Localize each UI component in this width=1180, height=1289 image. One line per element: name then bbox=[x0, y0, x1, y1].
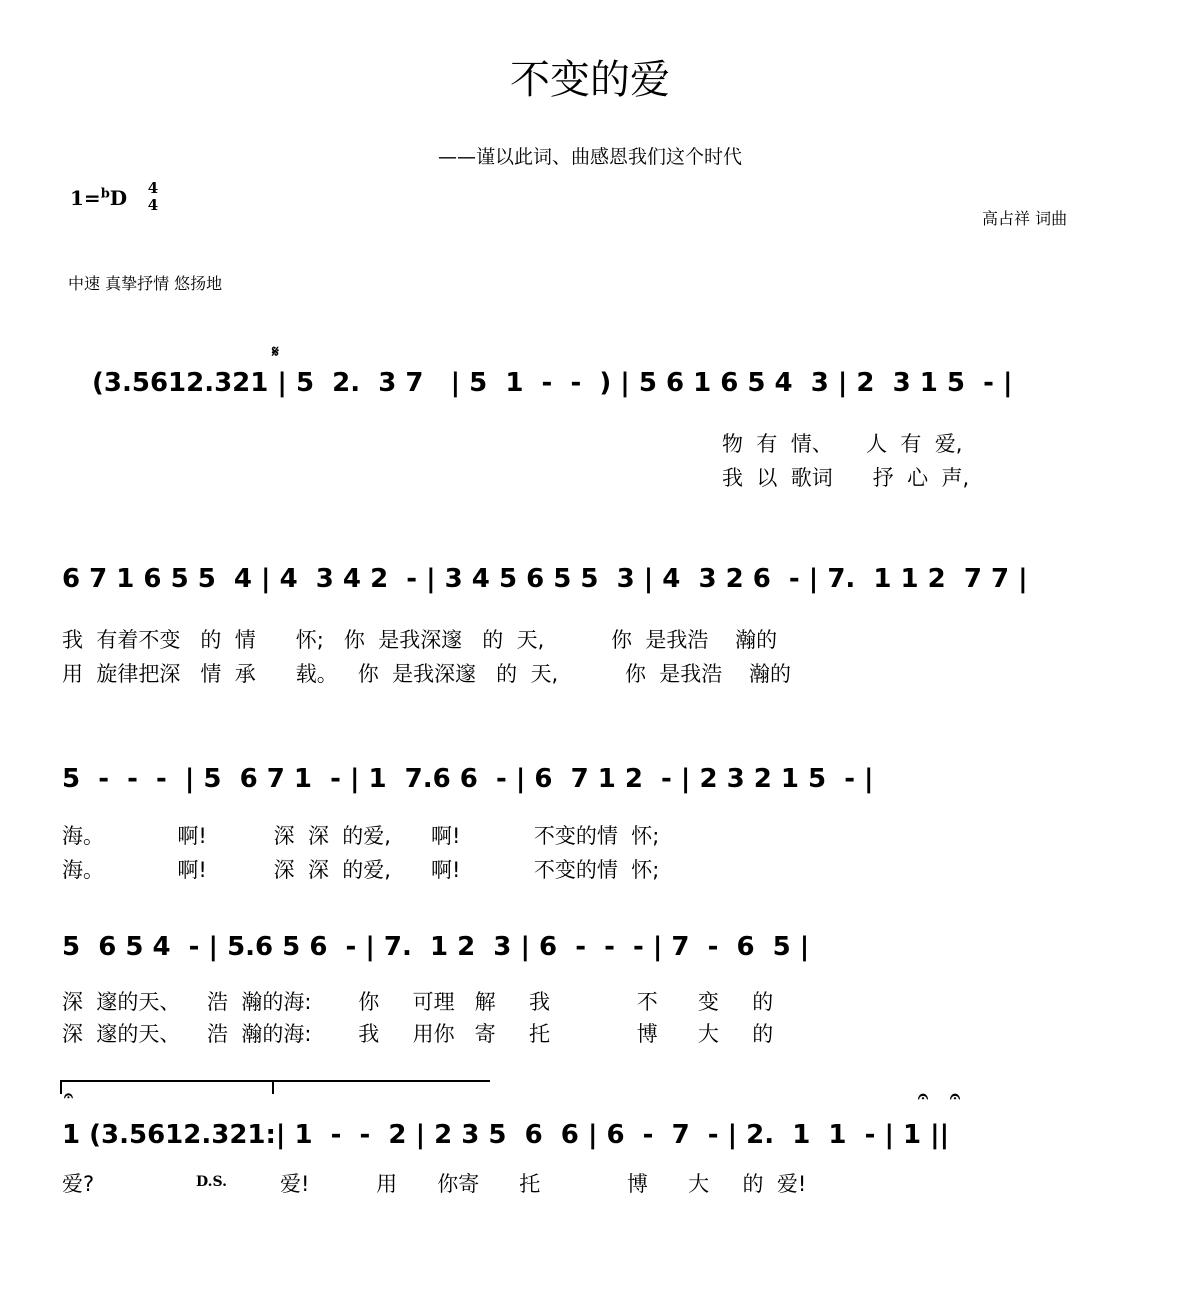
lyrics-line-4-verse-2: 深 邃的天、 浩 瀚的海: 我 用你 寄 托 博 大 的 bbox=[62, 1022, 774, 1046]
score-line-1 bbox=[0, 342, 1180, 500]
tempo-marking: 中速 真挚抒情 悠扬地 bbox=[68, 274, 223, 293]
lyrics-line-5-start: 爱? bbox=[62, 1172, 95, 1196]
notes-line-2: 6 7 1 6 5 5 4 | 4 3 4 2 - | 3 4 5 6 5 5 3 | 4 3 2 6 - | 7. 1 1 2 7 7 | bbox=[62, 564, 1028, 594]
lyrics-line-1-verse-1: 物 有 情、 人 有 爱, bbox=[722, 432, 963, 456]
volta-bracket-2 bbox=[272, 1080, 490, 1082]
volta-bracket-2-end bbox=[272, 1080, 274, 1094]
key-main: 1= bbox=[70, 186, 101, 210]
lyrics-line-3-verse-1: 海。 啊! 深 深 的爱, 啊! 不变的情 怀; bbox=[62, 824, 660, 848]
key-signature bbox=[70, 186, 127, 210]
score-line-2 bbox=[0, 548, 1180, 698]
lyrics-line-3-verse-2: 海。 啊! 深 深 的爱, 啊! 不变的情 怀; bbox=[62, 858, 660, 882]
notes-line-5: 1 (3.5612.321:| 1 - - 2 | 2 3 5 6 6 | 6 - 7 - | 2. 1 1 - | 1 || bbox=[62, 1120, 950, 1150]
author-credit: 高占祥 词曲 bbox=[982, 209, 1068, 228]
time-sig-beats: 4 bbox=[147, 179, 159, 197]
fermata-sign-2: 𝄐 bbox=[918, 1086, 929, 1107]
flat-sign: b bbox=[100, 186, 110, 202]
time-signature bbox=[146, 180, 160, 214]
lyrics-line-5-end: 爱! 用 你寄 托 博 大 的 爱! bbox=[280, 1172, 807, 1196]
fermata-sign-3: 𝄐 bbox=[950, 1086, 961, 1107]
segno-sign: 𝄋 bbox=[272, 342, 279, 361]
lyrics-line-4-verse-1: 深 邃的天、 浩 瀚的海: 你 可理 解 我 不 变 的 bbox=[62, 990, 774, 1014]
lyrics-line-2-verse-1: 我 有着不变 的 情 怀; 你 是我深邃 的 天, 你 是我浩 瀚的 bbox=[62, 628, 778, 652]
lyrics-line-1-verse-2: 我 以 歌词 抒 心 声, bbox=[722, 466, 970, 490]
notes-line-3: 5 - - - | 5 6 7 1 - | 1 7.6 6 - | 6 7 1 2 - | 2 3 2 1 5 - | bbox=[62, 764, 874, 794]
song-subtitle: ——谨以此词、曲感恩我们这个时代 bbox=[437, 146, 742, 168]
notes-line-4: 5 6 5 4 - | 5.6 5 6 - | 7. 1 2 3 | 6 - - - | 7 - 6 5 | bbox=[62, 932, 810, 962]
score-line-3 bbox=[0, 748, 1180, 898]
volta-bracket-1-end bbox=[60, 1080, 62, 1094]
key-note: D bbox=[109, 186, 128, 210]
volta-bracket-1 bbox=[60, 1080, 272, 1082]
score-line-4 bbox=[0, 916, 1180, 1056]
notes-line-1: (3.5612.321 | 5 2. 3 7 | 5 1 - - ) | 5 6 1 6 5 4 3 | 2 3 1 5 - | bbox=[92, 368, 1013, 398]
fermata-sign: 𝄐 bbox=[64, 1086, 73, 1105]
score-line-5 bbox=[0, 1080, 1180, 1210]
time-sig-unit: 4 bbox=[147, 196, 159, 214]
lyrics-line-2-verse-2: 用 旋律把深 情 承 载。 你 是我深邃 的 天, 你 是我浩 瀚的 bbox=[62, 662, 792, 686]
dal-segno-marking: D.S. bbox=[196, 1174, 228, 1190]
song-title: 不变的爱 bbox=[510, 57, 670, 103]
